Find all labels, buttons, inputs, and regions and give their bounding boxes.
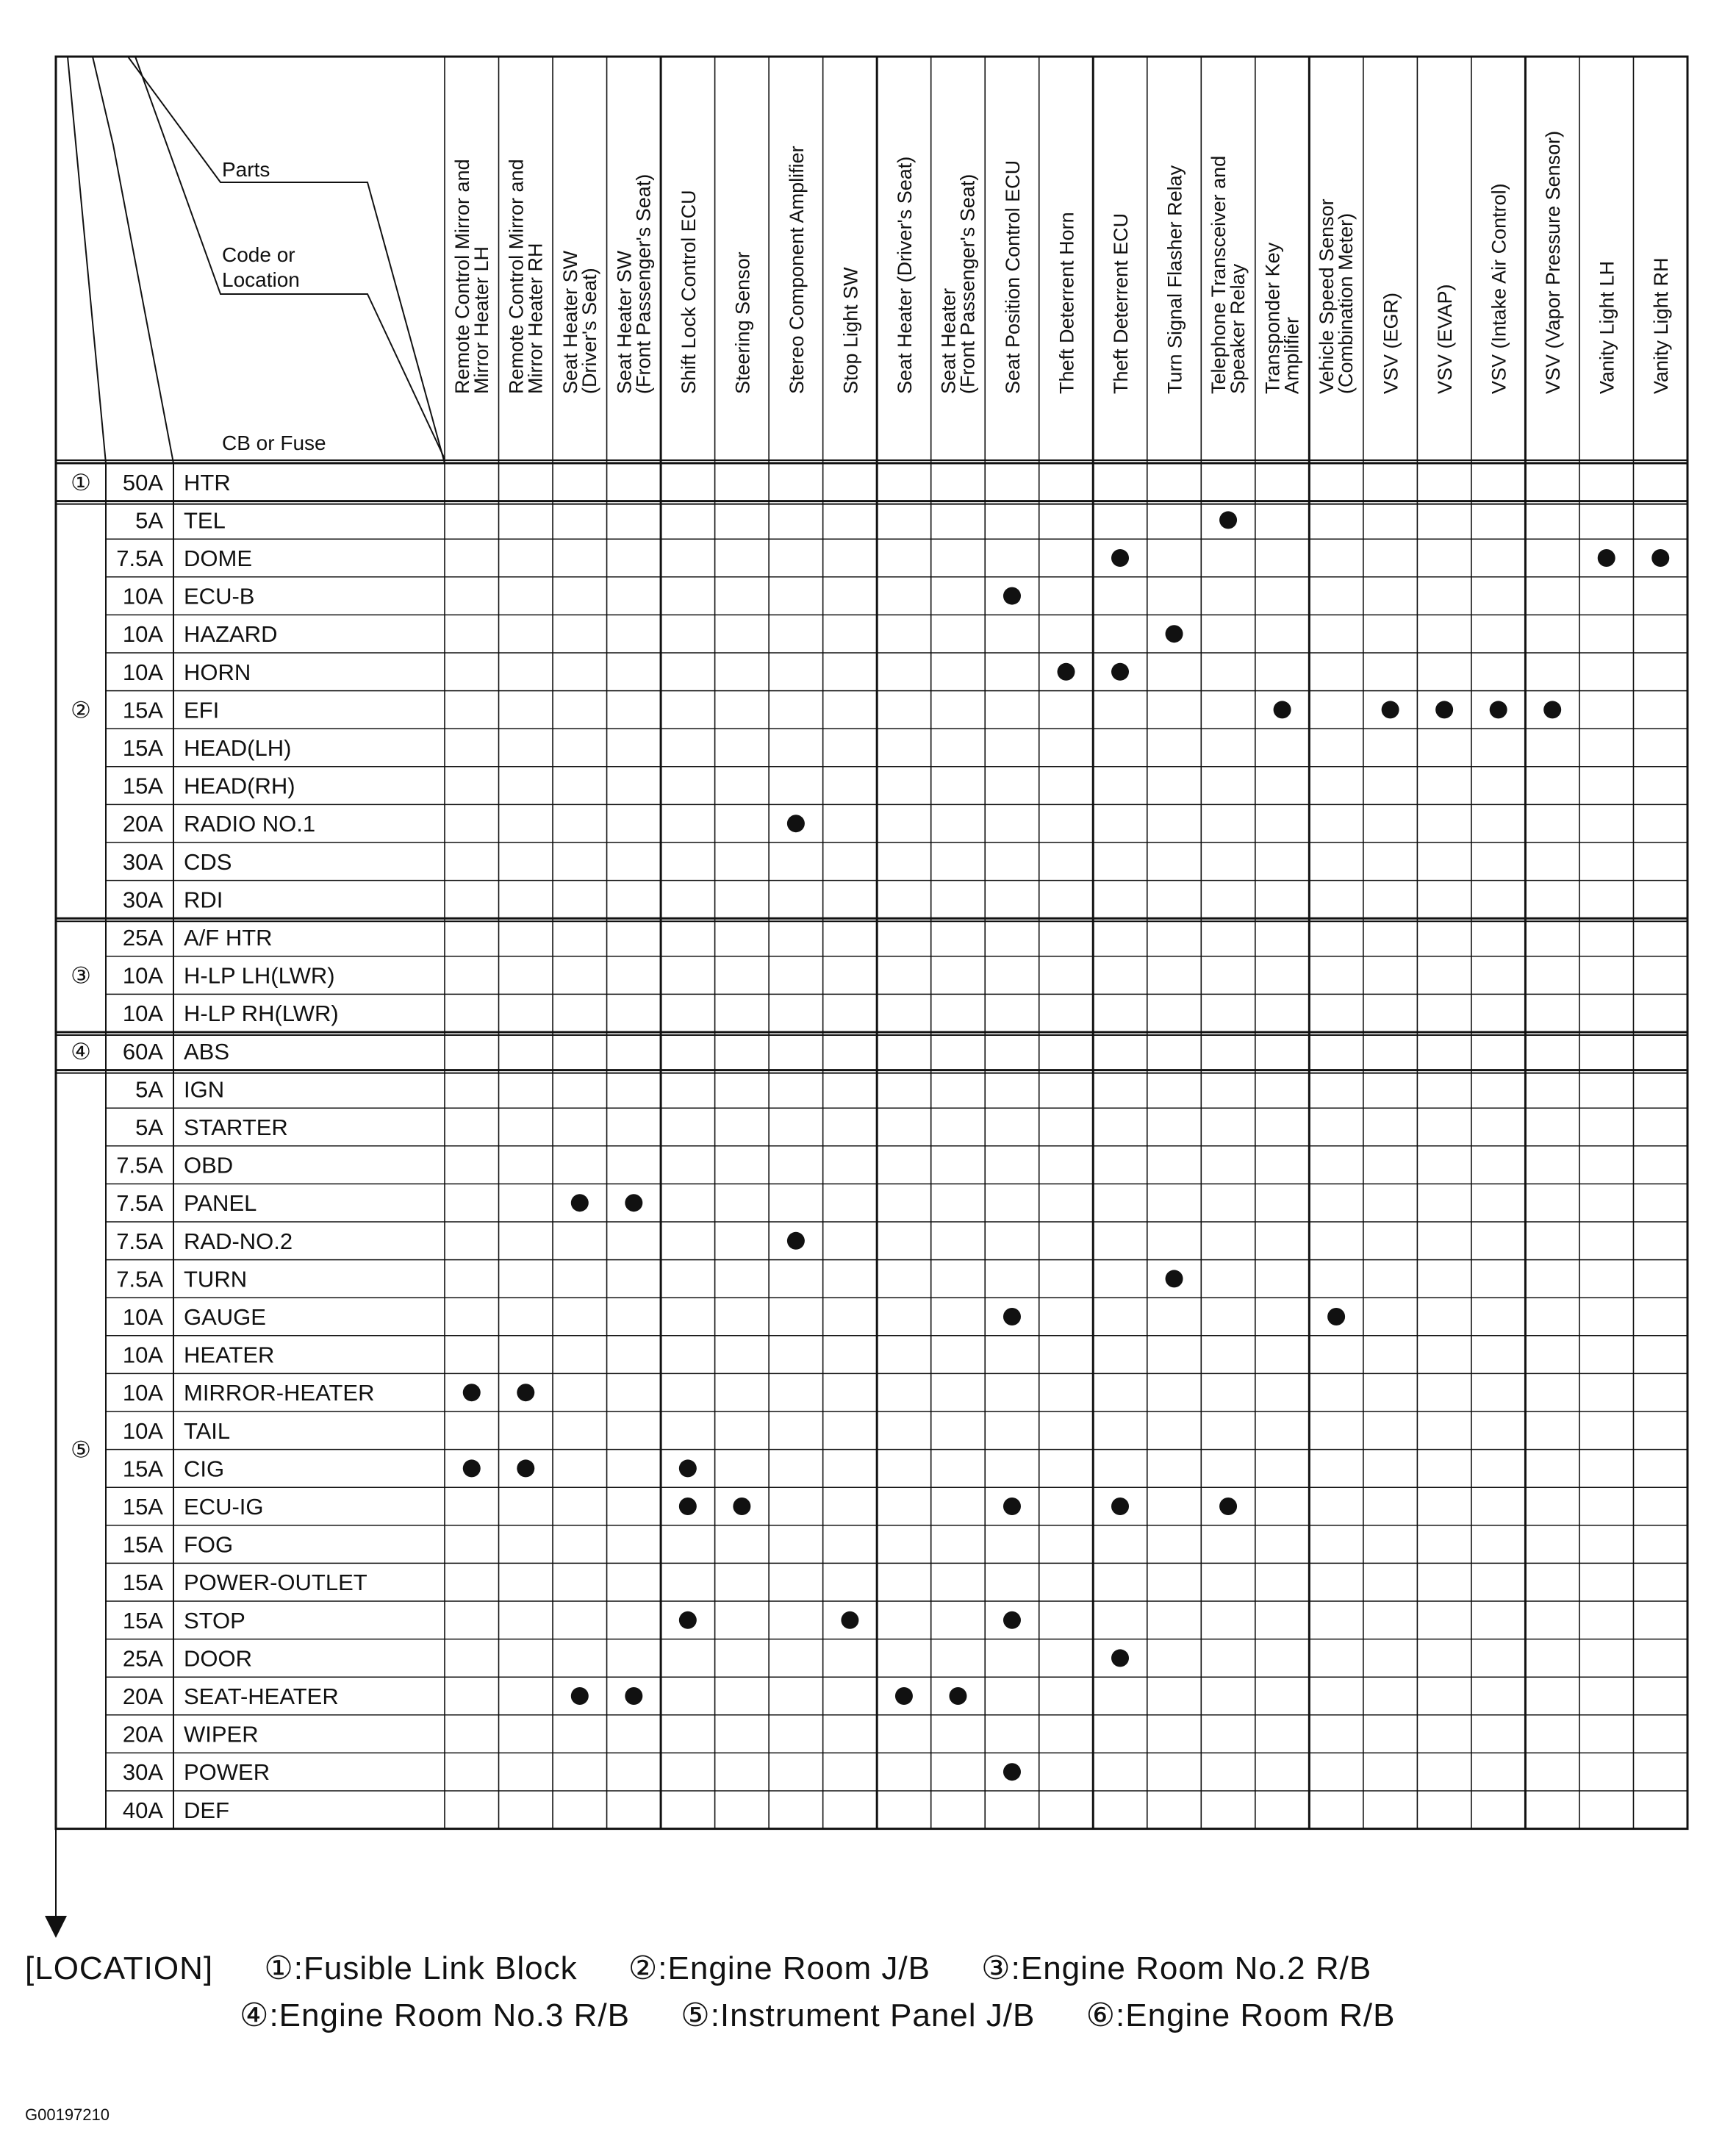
connection-dot [1111,1498,1129,1515]
fuse-name: HEATER [184,1342,275,1368]
connection-dot [787,815,805,832]
fuse-amperage: 15A [122,697,163,723]
fuse-amperage: 50A [122,469,163,495]
legend-item: ①:Fusible Link Block [264,1950,578,1986]
fuse-amperage: 25A [122,925,163,951]
column-header-label: Remote Control Mirror and [451,159,473,394]
column-header-label: Stop Light SW [839,267,862,394]
column-header-label: Amplifier [1280,316,1303,394]
connection-dot [949,1687,966,1705]
fuse-name: HEAD(RH) [184,773,295,799]
column-header-label: Vehicle Speed Sensor [1316,198,1338,394]
fuse-amperage: 10A [122,1001,163,1027]
connection-dot [1219,511,1237,529]
fuse-amperage: 20A [122,1721,163,1747]
fuse-amperage: 7.5A [116,1152,163,1178]
column-header-label: VSV (Intake Air Control) [1488,183,1510,394]
connection-dot [1598,549,1615,567]
connection-dot [463,1459,481,1477]
connection-dot [1111,663,1129,681]
column-header-label: (Front Passenger's Seat) [632,173,655,394]
connection-dot [1003,1308,1021,1325]
connection-dot [1003,587,1021,605]
connection-dot [1651,549,1669,567]
column-header-label: (Driver's Seat) [578,268,600,394]
fuse-name: EFI [184,697,220,723]
fuse-name: SEAT-HEATER [184,1684,339,1709]
fuse-amperage: 15A [122,1494,163,1520]
fuse-amperage: 10A [122,962,163,989]
column-header-label: Speaker Relay [1227,263,1249,394]
fuse-amperage: 60A [122,1038,163,1065]
column-header-label: Theft Deterrent ECU [1110,212,1133,394]
connection-dot [625,1194,642,1212]
fuse-name: H-LP RH(LWR) [184,1001,339,1027]
corner-diagonal [93,57,173,463]
connection-dot [571,1687,589,1705]
connection-dot [895,1687,913,1705]
fuse-amperage: 7.5A [116,545,163,571]
connection-dot [1327,1308,1345,1325]
fuse-amperage: 7.5A [116,1266,163,1292]
column-header-label: Mirror Heater RH [524,243,547,394]
fuse-amperage: 10A [122,621,163,648]
fuse-name: STARTER [184,1114,288,1140]
location-code: ③ [71,962,91,989]
fuse-amperage: 15A [122,1531,163,1558]
fuse-name: HAZARD [184,621,278,648]
column-header-label: Shift Lock Control ECU [677,190,700,394]
legend-item: ③:Engine Room No.2 R/B [981,1950,1372,1986]
connection-dot [1166,1270,1183,1287]
fuse-amperage: 10A [122,1304,163,1330]
column-header-label: Remote Control Mirror and [505,159,528,394]
fuse-amperage: 15A [122,1570,163,1596]
fuse-amperage: 10A [122,1380,163,1406]
connection-dot [679,1459,697,1477]
legend-line-1 [25,1950,1413,1987]
fuse-name: OBD [184,1152,234,1178]
fuse-amperage: 15A [122,773,163,799]
corner-location-label: Location [222,268,300,291]
connection-dot [1166,625,1183,643]
connection-dot [679,1611,697,1629]
connection-dot [1058,663,1075,681]
column-header-label: Transponder Key [1261,242,1284,394]
fuse-name: DOME [184,545,252,571]
fuse-name: HEAD(LH) [184,735,292,761]
fuse-amperage: 5A [135,1114,163,1140]
figure-id: G00197210 [25,2105,110,2124]
fuse-amperage: 15A [122,735,163,761]
location-code: ⑤ [71,1436,91,1463]
fuse-name: TEL [184,507,226,534]
connection-dot [1111,1649,1129,1667]
connection-dot [1490,701,1507,718]
column-header-label: Vanity Light RH [1650,257,1673,394]
location-code: ① [71,469,91,495]
connection-dot [625,1687,642,1705]
fuse-name: STOP [184,1607,245,1634]
fuse-amperage: 5A [135,1076,163,1103]
column-header-label: VSV (EVAP) [1434,284,1457,394]
corner-cb-fuse-label: CB or Fuse [222,432,326,454]
connection-dot [517,1459,534,1477]
connection-dot [571,1194,589,1212]
connection-dot [1435,701,1453,718]
fuse-name: TAIL [184,1417,231,1444]
column-header-label: Seat Heater SW [613,250,636,394]
fuse-name: FOG [184,1531,234,1558]
column-header-label: Turn Signal Flasher Relay [1163,165,1186,394]
connection-dot [463,1384,481,1401]
fuse-amperage: 30A [122,1759,163,1786]
fuse-name: GAUGE [184,1304,266,1330]
connection-dot [1003,1763,1021,1781]
legend-item: ②:Engine Room J/B [628,1950,930,1986]
fuse-amperage: 25A [122,1645,163,1672]
corner-parts-label: Parts [222,158,270,181]
fuse-name: DEF [184,1797,229,1823]
location-code: ④ [71,1038,91,1065]
connection-dot [1382,701,1399,718]
fuse-name: ECU-B [184,583,255,609]
connection-dot [1003,1498,1021,1515]
fuse-name: H-LP LH(LWR) [184,962,335,989]
fuse-amperage: 20A [122,811,163,837]
fuse-name: POWER [184,1759,270,1786]
column-header-label: Seat Heater [937,287,960,394]
column-header-label: VSV (EGR) [1380,292,1402,394]
legend-line-2 [240,1997,1436,2034]
connection-dot [1543,701,1561,718]
fuse-name: ABS [184,1038,230,1065]
column-header-label: Steering Sensor [731,251,754,394]
connection-dot [841,1611,858,1629]
fuse-name: HORN [184,659,251,685]
fuse-amperage: 20A [122,1684,163,1709]
legend-item: ⑥:Engine Room R/B [1086,1997,1396,2033]
fuse-name: ECU-IG [184,1494,264,1520]
fuse-amperage: 40A [122,1797,163,1823]
fuse-name: RDI [184,887,223,913]
fuse-amperage: 30A [122,887,163,913]
corner-code-label: Code or [222,243,295,266]
fuse-amperage: 7.5A [116,1190,163,1217]
fuse-name: CDS [184,848,232,875]
column-header-label: Theft Deterrent Horn [1055,212,1078,394]
connection-dot [1219,1498,1237,1515]
fuse-amperage: 7.5A [116,1228,163,1254]
fuse-amperage: 15A [122,1607,163,1634]
fuse-amperage: 5A [135,507,163,534]
fuse-name: DOOR [184,1645,252,1672]
column-header-label: Seat Heater (Driver's Seat) [893,156,916,394]
fuse-name: HTR [184,469,231,495]
fuse-amperage: 10A [122,583,163,609]
connection-dot [733,1498,750,1515]
fuse-amperage: 10A [122,659,163,685]
fuse-name: WIPER [184,1721,259,1747]
column-header-label: (Combination Meter) [1335,212,1357,394]
column-header-label: VSV (Vapor Pressure Sensor) [1542,130,1565,394]
fuse-name: MIRROR-HEATER [184,1380,375,1406]
fuse-name: POWER-OUTLET [184,1570,367,1596]
fuse-name: RAD-NO.2 [184,1228,293,1254]
column-header-label: Stereo Component Amplifier [785,146,808,394]
column-header-label: Mirror Heater LH [470,246,492,394]
location-code: ② [71,697,91,723]
connection-dot [679,1498,697,1515]
connection-dot [1111,549,1129,567]
fuse-name: CIG [184,1456,225,1482]
fuse-name: IGN [184,1076,225,1103]
connection-dot [1003,1611,1021,1629]
connection-dot [517,1384,534,1401]
fuse-amperage: 10A [122,1342,163,1368]
fuse-amperage: 30A [122,848,163,875]
fuse-name: RADIO NO.1 [184,811,316,837]
fuse-amperage: 15A [122,1456,163,1482]
fuse-amperage: 10A [122,1417,163,1444]
column-header-label: Seat Heater SW [559,250,581,394]
corner-diagonal [68,57,106,463]
connection-dot [787,1232,805,1250]
column-header-label: Seat Position Control ECU [1001,160,1024,394]
column-header-label: Telephone Transceiver and [1208,155,1230,394]
legend-item: ④:Engine Room No.3 R/B [240,1997,631,2033]
legend-arrow-head [45,1916,67,1938]
column-header-label: Vanity Light LH [1596,260,1618,394]
fuse-name: PANEL [184,1190,257,1217]
column-header-label: (Front Passenger's Seat) [956,173,979,394]
fuse-name: A/F HTR [184,925,273,951]
fuse-name: TURN [184,1266,248,1292]
connection-dot [1274,701,1291,718]
legend-item: ⑤:Instrument Panel J/B [681,1997,1036,2033]
legend-prefix: [LOCATION] [25,1950,214,1986]
